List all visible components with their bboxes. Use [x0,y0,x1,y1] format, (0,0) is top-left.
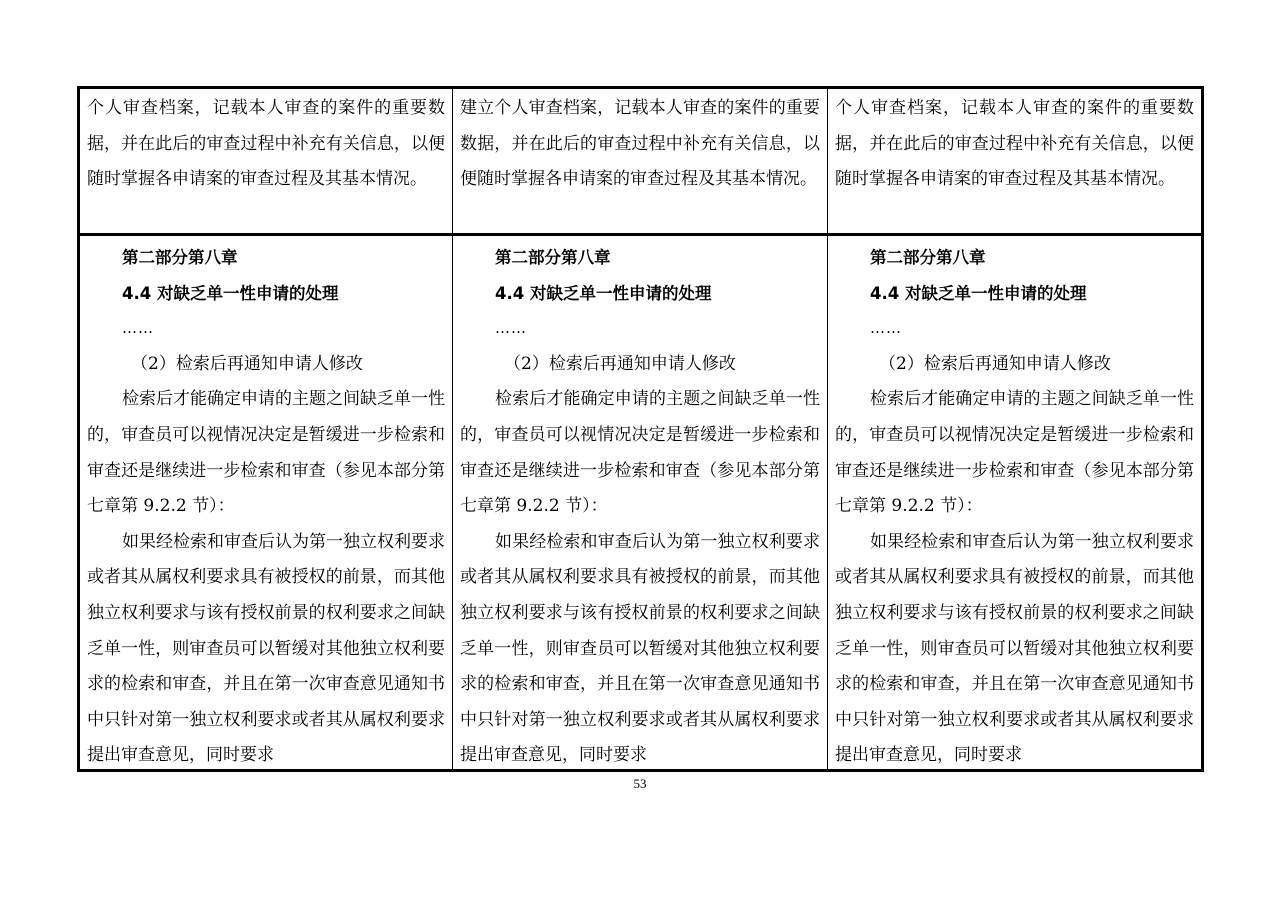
table-row-main [80,236,1201,769]
column-2-paragraph-1: 检索后才能确定申请的主题之间缺乏单一性的，审查员可以视情况决定是暂缓进一步检索和审查还是继续进一步检索和审查（参见本部分第七章第 9.2.2 节）： [460,389,820,517]
column-1-paragraph-1: 检索后才能确定申请的主题之间缺乏单一性的，审查员可以视情况决定是暂缓进一步检索和审查还是继续进一步检索和审查（参见本部分第七章第 9.2.2 节）： [87,389,445,517]
column-3-paragraph-1: 检索后才能确定申请的主题之间缺乏单一性的，审查员可以视情况决定是暂缓进一步检索和审查还是继续进一步检索和审查（参见本部分第七章第 9.2.2 节）： [835,389,1194,517]
column-1-subheading: （2）检索后再通知申请人修改 [131,353,363,374]
column-1-top-text: 个人审查档案，记载本人审查的案件的重要数据，并在此后的审查过程中补充有关信息，以便随时掌握各申请案的审查过程及其基本情况。 [87,98,445,190]
column-3-paragraph-2: 如果经检索和审查后认为第一独立权利要求或者其从属权利要求具有被授权的前景，而其他独立权利要求与该有授权前景的权利要求之间缺乏单一性，则审查员可以暂缓对其他独立权利要求的检索和审查，并且在第一次审查意见通知书中只针对第一独立权利要求或者其从属权利要求提出审查意见，同时要求 [835,531,1194,766]
column-1-top-cell [80,89,453,233]
column-2-main-cell [453,236,828,769]
column-1-section-heading: 4.4 对缺乏单一性申请的处理 [122,283,339,303]
table-row-top [80,89,1201,236]
column-3-chapter-heading: 第二部分第八章 [870,248,986,267]
column-3-top-text: 个人审查档案，记载本人审查的案件的重要数据，并在此后的审查过程中补充有关信息，以便随时掌握各申请案的审查过程及其基本情况。 [835,98,1194,190]
column-2-section-heading: 4.4 对缺乏单一性申请的处理 [495,283,712,303]
column-2-paragraph-2: 如果经检索和审查后认为第一独立权利要求或者其从属权利要求具有被授权的前景，而其他独立权利要求与该有授权前景的权利要求之间缺乏单一性，则审查员可以暂缓对其他独立权利要求的检索和审查，并且在第一次审查意见通知书中只针对第一独立权利要求或者其从属权利要求提出审查意见，同时要求 [460,531,820,766]
column-1-ellipsis: …… [122,319,154,338]
column-1-chapter-heading: 第二部分第八章 [122,248,238,267]
column-2-subheading: （2）检索后再通知申请人修改 [504,353,736,374]
page-number: 53 [633,776,647,791]
column-3-top-cell [828,89,1201,233]
column-3-section-heading: 4.4 对缺乏单一性申请的处理 [870,283,1087,303]
column-2-ellipsis: …… [495,319,527,338]
column-1-main-cell [80,236,453,769]
column-3-ellipsis: …… [870,319,902,338]
column-2-top-text: 建立个人审查档案，记载本人审查的案件的重要数据，并在此后的审查过程中补充有关信息，以便随时掌握各申请案的审查过程及其基本情况。 [460,98,820,190]
column-1-paragraph-2: 如果经检索和审查后认为第一独立权利要求或者其从属权利要求具有被授权的前景，而其他独立权利要求与该有授权前景的权利要求之间缺乏单一性，则审查员可以暂缓对其他独立权利要求的检索和审查，并且在第一次审查意见通知书中只针对第一独立权利要求或者其从属权利要求提出审查意见，同时要求 [87,531,445,766]
column-2-chapter-heading: 第二部分第八章 [495,248,611,267]
column-3-subheading: （2）检索后再通知申请人修改 [879,353,1111,374]
column-2-top-cell [453,89,828,233]
column-3-main-cell [828,236,1201,769]
comparison-table [77,86,1204,772]
